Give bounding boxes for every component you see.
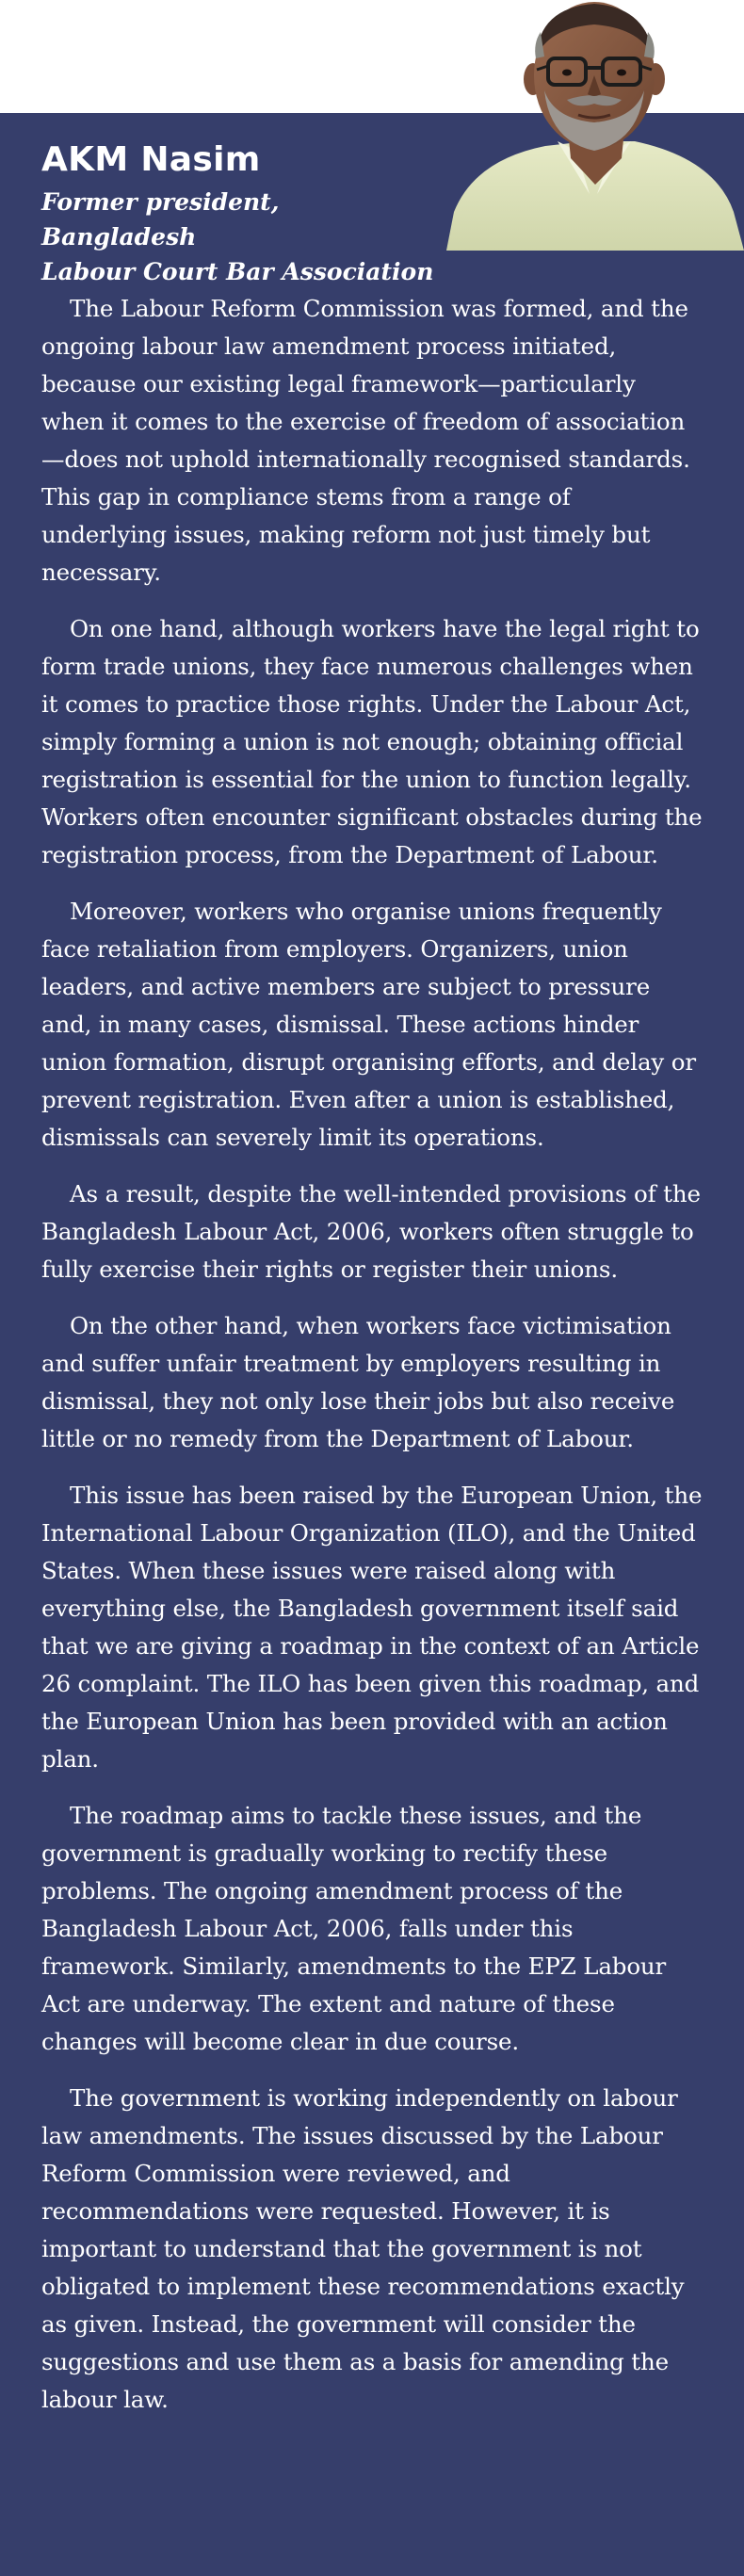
author-role: [41, 185, 437, 289]
paragraph: As a result, despite the well-intended provisions of the Bangladesh Labour Act, 2006, workers often struggle to fully exercise their rights or register their unions.: [41, 1180, 701, 1283]
author-header: [41, 139, 437, 289]
paragraph: On one hand, although workers have the legal right to form trade unions, they face numerous challenges when it comes to practice those rights. Under the Labour Act, simply forming a union is not enough; obtaining official registration is essential for the union to function legally. Workers often encounter significant obstacles during the registration process, from the Department of Labour.: [41, 615, 703, 868]
paragraph: The government is working independently on labour law amendments. The issues discussed by the Labour Reform Commission were reviewed, and recommendations were requested. However, it is important to understand that the government is not obligated to implement these recommendations exactly as given. Instead, the government will consider the suggestions and use them as a basis for amending the labour law.: [41, 2084, 685, 2413]
author-role-line-1: Former president, Bangladesh: [41, 188, 280, 251]
paragraph: The Labour Reform Commission was formed, and the ongoing labour law amendment process initiated, because our existing legal framework—particularly when it comes to the exercise of freedom of association—does not uphold internationally recognised standards. This gap in compliance stems from a range of underlying issues, making reform not just timely but necessary.: [41, 295, 690, 586]
paragraph: Moreover, workers who organise unions frequently face retaliation from employers. Organizers, union leaders, and active members are subject to pressure and, in many cases, dismissal. These actions hinder union formation, disrupt organising efforts, and delay or prevent registration. Even after a union is established, dismissals can severely limit its operations.: [41, 898, 696, 1151]
paragraph: The roadmap aims to tackle these issues, and the government is gradually working to rectify these problems. The ongoing amendment process of the Bangladesh Labour Act, 2006, falls under this framework. Similarly, amendments to the EPZ Labour Act are underway. The extent and nature of these changes will become clear in due course.: [41, 1802, 667, 2055]
author-name: AKM Nasim: [41, 140, 261, 179]
author-portrait: [446, 0, 744, 251]
paragraph: On the other hand, when workers face victimisation and suffer unfair treatment by employers resulting in dismissal, they not only lose their jobs but also receive little or no remedy from the Department of Labour.: [41, 1312, 675, 1452]
paragraph: This issue has been raised by the European Union, the International Labour Organization (ILO), and the United States. When these issues were raised along with everything else, the Bangladesh government itself said that we are giving a roadmap in the context of an Article 26 complaint. The ILO has been given this roadmap, and the European Union has been provided with an action plan.: [41, 1482, 703, 1773]
author-role-line-2: Labour Court Bar Association: [41, 258, 434, 285]
article-body: [41, 290, 703, 2438]
